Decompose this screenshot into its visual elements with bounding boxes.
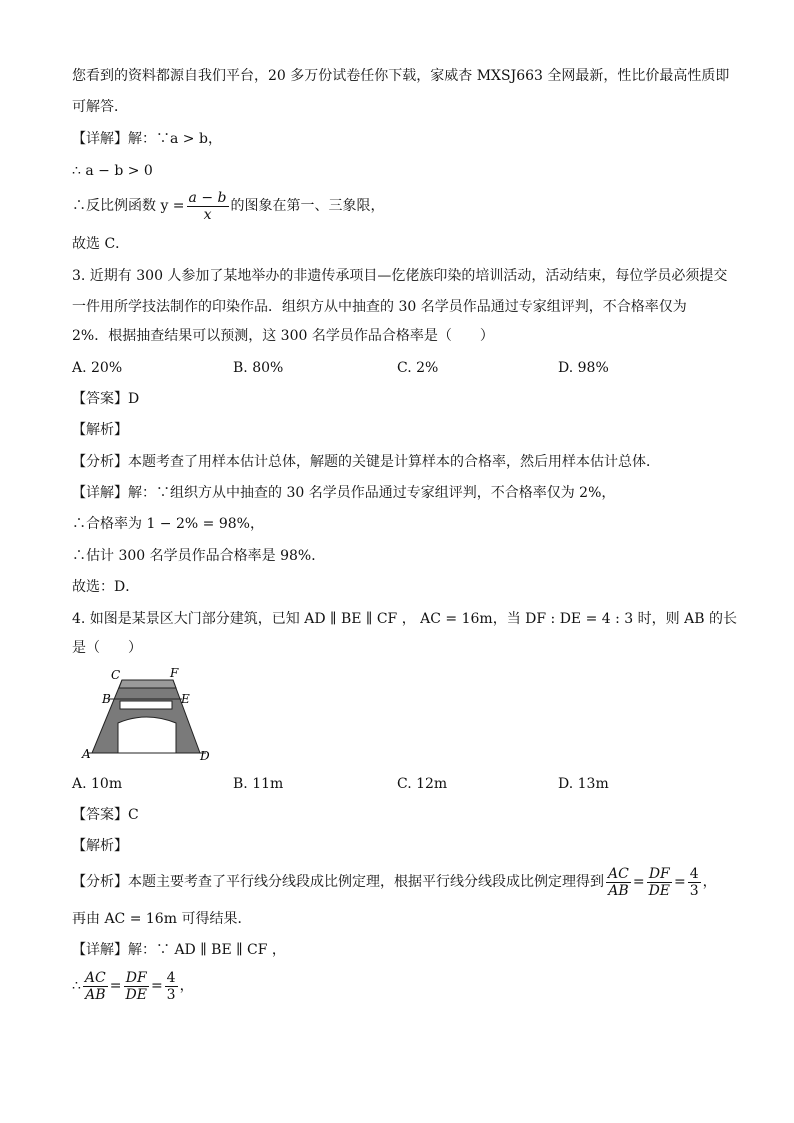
- gate-figure: [78, 666, 218, 766]
- denominator: DE: [125, 986, 147, 1003]
- q4-fenxi: [72, 860, 717, 904]
- comma: ，: [702, 874, 717, 890]
- q2-detail: [72, 129, 222, 149]
- step2-pre: ∴反比例函数 y =: [72, 198, 185, 214]
- detail-text: 解：∵组织方从中抽查的 30 名学员作品通过专家组评判，不合格率仅为 2%，: [128, 485, 616, 501]
- numerator: a − b: [188, 189, 227, 206]
- q4-step-1: [72, 964, 194, 1008]
- equals: =: [632, 874, 645, 890]
- denominator: 3: [166, 986, 176, 1003]
- q3-answer: [72, 389, 139, 409]
- detail-tag: 【详解】: [72, 942, 128, 958]
- q4-option-c: C. 12m: [397, 776, 448, 792]
- denominator: x: [203, 206, 212, 223]
- q3-stem-2: 一件用所学技法制作的印染作品．组织方从中抽查的 30 名学员作品通过专家组评判，不合格率仅为: [72, 299, 687, 315]
- comma: ，: [179, 978, 194, 994]
- q4-option-b: B. 11m: [233, 776, 284, 792]
- intro-line-1: 您看到的资料都源自我们平台，20 多万份试卷任你下载，家威杏 MXSJ663 全网最新，性比价最高性质即: [72, 68, 730, 84]
- detail-tag: 【详解】: [72, 485, 128, 501]
- fraction-a-minus-b-over-x: [187, 190, 229, 223]
- q3-option-c: C. 2%: [397, 360, 439, 376]
- answer-tag: 【答案】: [72, 391, 128, 407]
- detail-text: 解：∵ AD ∥ BE ∥ CF ，: [128, 942, 286, 958]
- denominator: DE: [648, 882, 671, 899]
- answer-tag: 【答案】: [72, 807, 128, 823]
- equals: =: [150, 978, 163, 994]
- q4-option-a: A. 10m: [72, 776, 123, 792]
- fraction-4-3: [688, 866, 701, 899]
- q4-option-d: D. 13m: [558, 776, 609, 792]
- q3-option-d: D. 98%: [558, 360, 609, 376]
- q4-detail: [72, 940, 286, 960]
- denominator: AB: [85, 986, 106, 1003]
- fenxi-text: 本题考查了用样本估计总体，解题的关键是计算样本的合格率，然后用样本估计总体．: [128, 454, 660, 470]
- fraction-ac-ab: [83, 970, 108, 1003]
- q4-answer: [72, 805, 139, 825]
- equals: =: [674, 874, 686, 890]
- numerator: 4: [166, 969, 176, 986]
- q3-stem-3: 2%．根据抽查结果可以预测，这 300 名学员作品合格率是（ ）: [72, 328, 494, 344]
- q3-step-1: ∴合格率为 1 − 2% = 98%，: [72, 516, 264, 532]
- label-a: A: [82, 747, 91, 761]
- q3-choose: 故选：D．: [72, 579, 140, 595]
- q3-fenxi: [72, 452, 660, 472]
- step2-post: 的图象在第一、三象限，: [230, 198, 385, 214]
- denominator: AB: [608, 882, 629, 899]
- label-e: E: [181, 692, 190, 706]
- equals: =: [109, 978, 122, 994]
- q2-step-2: [72, 188, 385, 224]
- fenxi-text: 本题主要考查了平行线分线段成比例定理，根据平行线分线段成比例定理得到: [128, 874, 604, 890]
- therefore: ∴: [72, 978, 81, 994]
- label-c: C: [111, 668, 121, 682]
- q2-step-1: ∴ a − b > 0: [72, 163, 153, 179]
- label-f: F: [170, 666, 179, 680]
- numerator: AC: [84, 969, 106, 986]
- q3-detail: [72, 483, 615, 503]
- fenxi-tag: 【分析】: [72, 874, 128, 890]
- label-b: B: [102, 692, 111, 706]
- fraction-4-3: [165, 970, 178, 1003]
- fraction-ac-ab: [606, 866, 631, 899]
- fraction-df-de: [123, 970, 148, 1003]
- fenxi-tag: 【分析】: [72, 454, 128, 470]
- numerator: AC: [608, 865, 629, 882]
- q3-analysis-tag: 【解析】: [72, 422, 128, 438]
- q4-fenxi-2: 再由 AC = 16m 可得结果．: [72, 911, 252, 927]
- q4-analysis-tag: 【解析】: [72, 838, 128, 854]
- fraction-df-de: [647, 866, 672, 899]
- q3-option-b: B. 80%: [233, 360, 284, 376]
- numerator: DF: [125, 969, 147, 986]
- detail-text: 解：∵a > b，: [128, 131, 222, 147]
- gate-sign-plate: [120, 701, 172, 709]
- answer-value: C: [128, 807, 139, 823]
- label-d: D: [200, 749, 210, 763]
- intro-line-2: 可解答．: [72, 99, 128, 115]
- q3-stem-1: 3. 近期有 300 人参加了某地举办的非遗传承项目—仡佬族印染的培训活动，活动结束，每位学员必须提交: [72, 268, 728, 284]
- q4-stem-2: 是（ ）: [72, 640, 142, 656]
- denominator: 3: [689, 882, 699, 899]
- gate-arch-opening: [118, 717, 176, 753]
- gate-top-band: [119, 680, 176, 688]
- detail-tag: 【详解】: [72, 131, 128, 147]
- q4-stem-1: 4. 如图是某景区大门部分建筑，已知 AD ∥ BE ∥ CF ， AC = 16m，当 DF : DE = 4 : 3 时，则 AB 的长: [72, 611, 737, 627]
- q3-option-a: A. 20%: [72, 360, 123, 376]
- answer-value: D: [128, 391, 140, 407]
- numerator: 4: [689, 865, 699, 882]
- q2-choose: 故选 C．: [72, 236, 130, 252]
- q3-step-2: ∴估计 300 名学员作品合格率是 98%．: [72, 548, 326, 564]
- numerator: DF: [648, 865, 670, 882]
